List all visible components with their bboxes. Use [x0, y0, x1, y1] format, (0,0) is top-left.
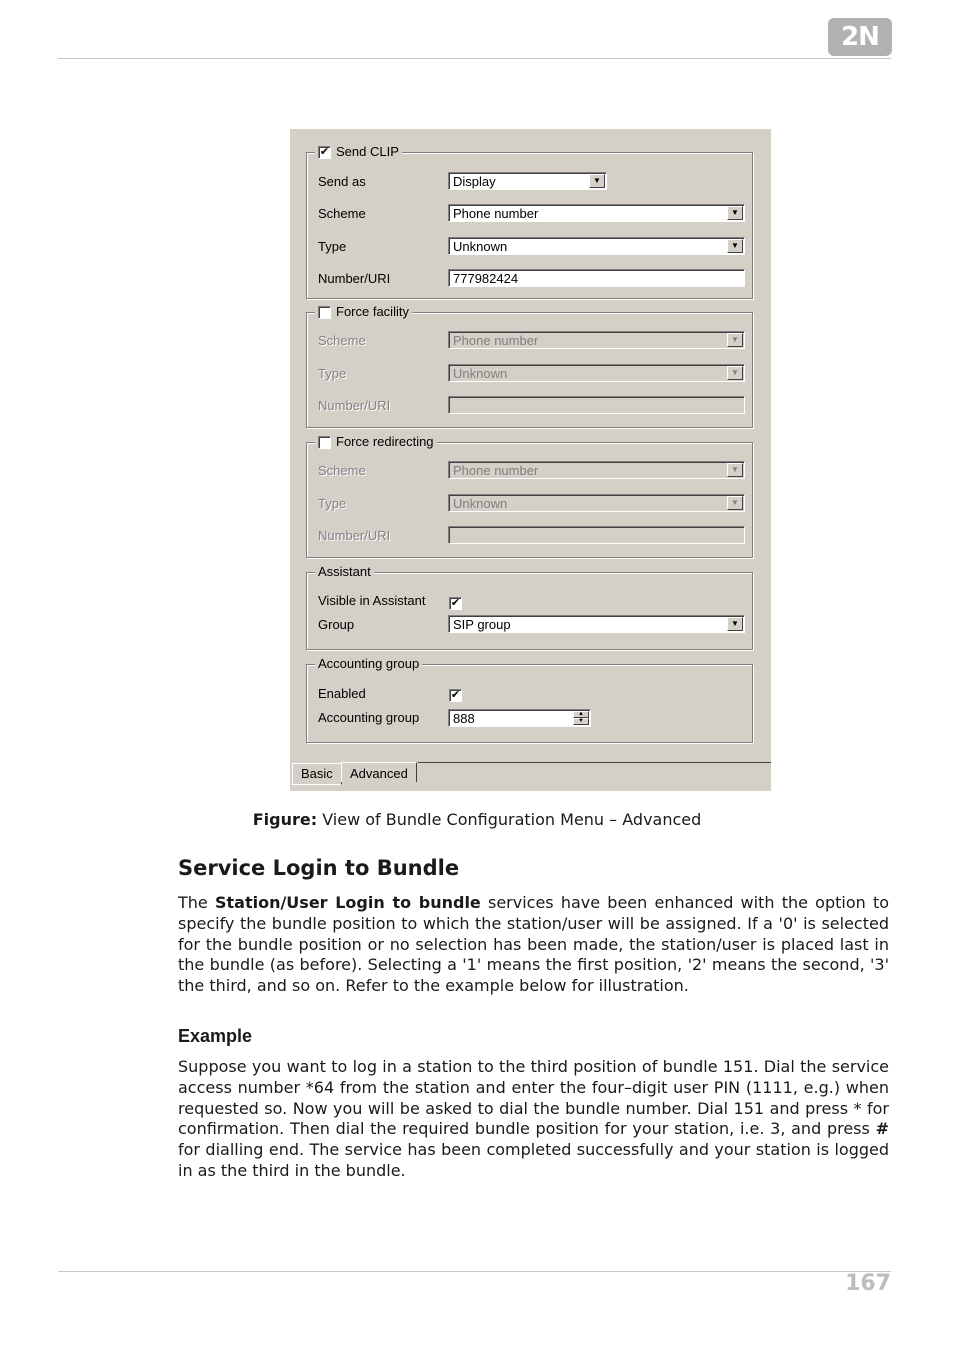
- force-facility-checkbox[interactable]: [318, 306, 331, 319]
- spin-down-icon[interactable]: ▼: [573, 718, 589, 725]
- footer-divider: [58, 1271, 891, 1272]
- assistant-title: Assistant: [315, 564, 374, 580]
- group-label: Group: [318, 617, 355, 632]
- number-label: Number/URI: [318, 271, 391, 286]
- dropdown-arrow-icon[interactable]: ▼: [727, 496, 743, 510]
- number-label: Number/URI: [318, 528, 391, 543]
- type-value: Unknown: [453, 496, 508, 511]
- brand-logo: 2N: [828, 18, 892, 56]
- paragraph-bold: #: [875, 1119, 889, 1139]
- accounting-group-spinner[interactable]: [448, 709, 591, 727]
- send-clip-title: Send CLIP: [336, 144, 399, 159]
- force-facility-group: [306, 304, 753, 428]
- enabled-checkbox[interactable]: ✔: [450, 689, 461, 701]
- paragraph-bold: Station/User Login to bundle: [214, 893, 481, 912]
- tab-advanced[interactable]: Advanced: [341, 762, 417, 782]
- scheme-select[interactable]: [448, 461, 745, 479]
- accounting-group-value: 888: [453, 711, 475, 726]
- bundle-config-screenshot: [290, 129, 771, 791]
- scheme-label: Scheme: [318, 206, 366, 221]
- scheme-select[interactable]: [448, 204, 745, 222]
- spinner-buttons[interactable]: [573, 711, 589, 725]
- paragraph-text: for dialling end. The service has been completed successfully and your station is logged in as the third in the bundle.: [178, 1140, 889, 1180]
- force-facility-title: Force facility: [336, 304, 409, 319]
- assistant-group: [306, 564, 753, 650]
- type-value: Unknown: [453, 239, 508, 254]
- example-paragraph: [178, 1057, 889, 1182]
- accounting-title: Accounting group: [315, 656, 422, 672]
- dropdown-arrow-icon[interactable]: ▼: [727, 366, 743, 380]
- page-number: 167: [845, 1271, 891, 1296]
- type-label: Type: [318, 239, 347, 254]
- group-select[interactable]: [448, 615, 745, 633]
- send-as-select[interactable]: [448, 172, 607, 190]
- section-paragraph: [178, 893, 889, 997]
- caption-label: Figure:: [252, 810, 318, 829]
- figure-caption: [0, 810, 954, 829]
- type-select[interactable]: [448, 237, 745, 255]
- tab-basic[interactable]: Basic: [292, 763, 342, 785]
- group-value: SIP group: [453, 617, 511, 632]
- scheme-value: Phone number: [453, 333, 539, 348]
- dropdown-arrow-icon[interactable]: ▼: [589, 174, 605, 188]
- type-select[interactable]: [448, 364, 745, 382]
- type-label: Type: [318, 366, 347, 381]
- number-input[interactable]: [448, 396, 745, 414]
- paragraph-text: services have been enhanced with the option to specify the bundle position to which the station/user will be assigned. If a '0' is selected for the bundle position or no selection has been made, the station/user is placed last in the bundle (as before). Selecting a '1' means the first position, '2' means the second, '3' the third, and so on. Refer to the example below for illustration.: [178, 893, 890, 996]
- section-title: Service Login to Bundle: [178, 856, 460, 880]
- scheme-label: Scheme: [318, 333, 366, 348]
- force-redirecting-checkbox[interactable]: [318, 436, 331, 449]
- force-redirecting-group: [306, 434, 753, 558]
- number-input[interactable]: 777982424: [448, 269, 745, 287]
- example-title: Example: [178, 1026, 253, 1046]
- type-label: Type: [318, 496, 347, 511]
- number-label: Number/URI: [318, 398, 391, 413]
- spin-up-icon[interactable]: ▲: [573, 711, 589, 718]
- caption-text: View of Bundle Configuration Menu – Advanced: [317, 810, 702, 829]
- paragraph-text: The: [178, 893, 215, 912]
- scheme-value: Phone number: [453, 206, 539, 221]
- scheme-label: Scheme: [318, 463, 366, 478]
- accounting-group: [306, 656, 753, 743]
- scheme-select[interactable]: [448, 331, 745, 349]
- header-divider: [58, 58, 891, 59]
- send-clip-checkbox[interactable]: ✔: [319, 145, 330, 158]
- enabled-label: Enabled: [318, 686, 366, 701]
- type-value: Unknown: [453, 366, 508, 381]
- visible-in-assistant-checkbox[interactable]: ✔: [450, 597, 461, 609]
- visible-in-assistant-label: Visible in Assistant: [318, 593, 426, 608]
- dropdown-arrow-icon[interactable]: ▼: [727, 617, 743, 631]
- force-redirecting-title: Force redirecting: [336, 434, 434, 449]
- dropdown-arrow-icon[interactable]: ▼: [727, 206, 743, 220]
- tab-bar: [290, 762, 771, 791]
- force-facility-header: [315, 304, 412, 320]
- send-as-label: Send as: [318, 174, 366, 189]
- type-select[interactable]: [448, 494, 745, 512]
- number-input[interactable]: [448, 526, 745, 544]
- paragraph-text: Suppose you want to log in a station to the third position of bundle 151. Dial the service access number *64 from the station and enter the four–digit user PIN (1111, e.g.) when requested so. Now you will be asked to dial the bundle number. Dial 151 and press * for confirmation. Then dial the required bundle position for your station, i.e. 3, and press: [178, 1057, 889, 1139]
- send-clip-header: [315, 144, 402, 160]
- dropdown-arrow-icon[interactable]: ▼: [727, 333, 743, 347]
- dropdown-arrow-icon[interactable]: ▼: [727, 463, 743, 477]
- dropdown-arrow-icon[interactable]: ▼: [727, 239, 743, 253]
- scheme-value: Phone number: [453, 463, 539, 478]
- tab-divider: [418, 762, 771, 763]
- send-clip-group: [306, 144, 753, 299]
- force-redirecting-header: [315, 434, 437, 450]
- send-as-value: Display: [453, 174, 496, 189]
- accounting-group-label: Accounting group: [318, 710, 420, 725]
